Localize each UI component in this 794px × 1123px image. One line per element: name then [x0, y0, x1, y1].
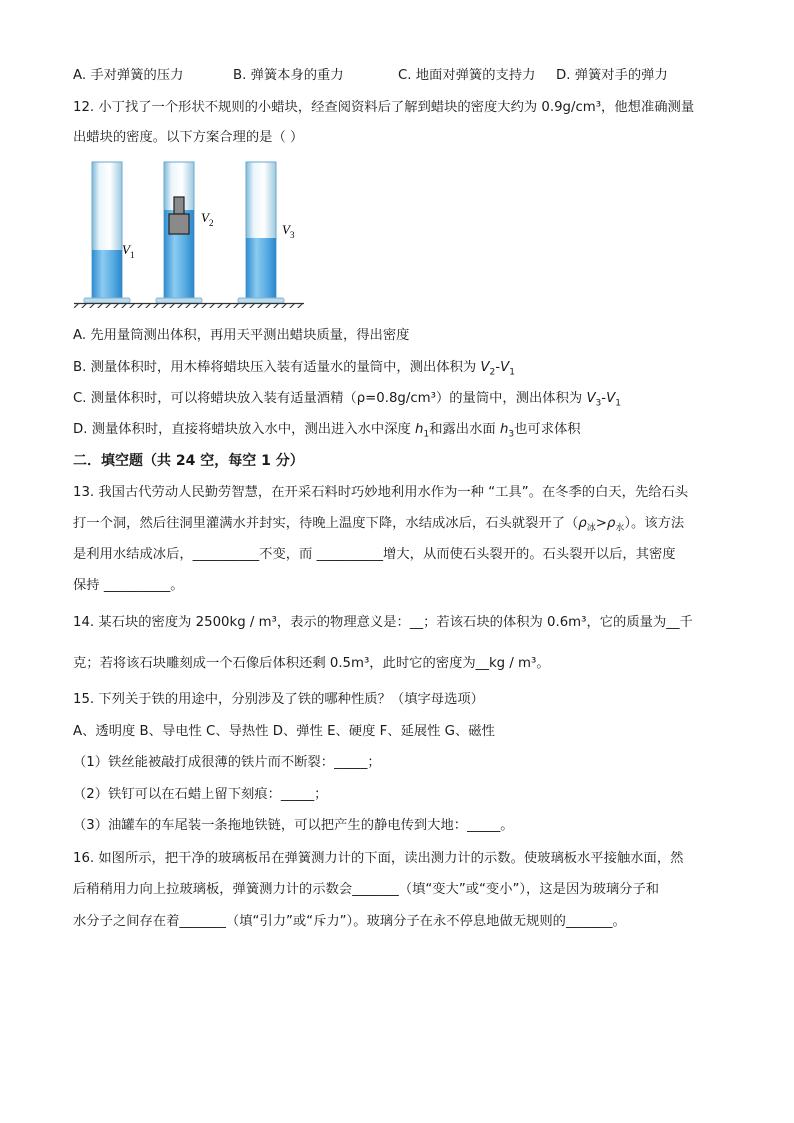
q16-line1: 16. 如图所示，把干净的玻璃板吊在弹簧测力计的下面，读出测力计的示数。使玻璃板水平接触水面，然 [73, 851, 684, 866]
q12-stem-line2: 出蜡块的密度。以下方案合理的是（ ） [73, 130, 304, 145]
q12-option-c-text: C. 测量体积时，可以将蜡块放入装有适量酒精（ [73, 391, 357, 406]
q11-option-c: C. 地面对弹簧的支持力 [398, 68, 536, 83]
label-v3: $V_3$ [282, 222, 295, 240]
wax-block-icon [169, 214, 189, 234]
q12-option-d: D. 测量体积时，直接将蜡块放入水中，测出进入水中深度 $h_1$和露出水面 $h_3$也可求体积 [73, 422, 581, 440]
q12-option-a: A. 先用量筒测出体积，再用天平测出蜡块质量，得出密度 [73, 328, 410, 343]
q13-line2: 打一个洞，然后往洞里灌满水并封实，待晚上温度下降，水结成冰后，石头就裂开了$(\rho_冰>\rho_水)$。该方法 [73, 516, 685, 534]
q12-option-b: B. 测量体积时，用木棒将蜡块压入装有适量水的量筒中，测出体积为 $V_2-V_1$ [73, 360, 515, 378]
q16-line3: 水分子之间存在着_______（填“引力”或“斥力”）。玻璃分子在永不停息地做无规则的_______。 [73, 914, 626, 929]
q12-option-c: C. 测量体积时，可以将蜡块放入装有适量酒精（ρ=0.8g/cm³）的量筒中，测出体积为 $V_3-V_1$ [73, 391, 621, 409]
stick-icon [174, 197, 184, 214]
q15-choices: A、透明度 B、导电性 C、导热性 D、弹性 E、硬度 F、延展性 G、磁性 [73, 724, 495, 739]
q13-line1: 13. 我国古代劳动人民勤劳智慧，在开采石料时巧妙地利用水作为一种 “工具”。在冬季的白天，先给石头 [73, 485, 689, 500]
cylinder-3 [238, 162, 284, 303]
q11-option-d: D. 弹簧对手的弹力 [556, 68, 668, 83]
q14-line1: 14. 某石块的密度为 2500kg / m³，表示的物理意义是：__；若该石块的体积为 0.6m³，它的质量为__千 [73, 615, 693, 630]
q15-sub2: （2）铁钉可以在石蜡上留下刻痕：_____； [73, 787, 328, 802]
q11-option-a: A. 手对弹簧的压力 [73, 68, 184, 83]
q15-sub3: （3）油罐车的车尾装一条拖地铁链，可以把产生的静电传到大地：_____。 [73, 818, 514, 833]
cylinder-2 [156, 162, 202, 303]
q13-line3: 是利用水结成冰后，__________不变，而 __________增大，从而使石头裂开的。石头裂开以后，其密度 [73, 547, 676, 562]
table-hatch [74, 304, 304, 308]
q13-line4: 保持 __________。 [73, 578, 184, 593]
q12-stem-line1: 12. 小丁找了一个形状不规则的小蜡块，经查阅资料后了解到蜡块的密度大约为 0.9g/cm³，他想准确测量 [73, 100, 695, 115]
q14-line2: 克；若将该石块雕刻成一个石像后体积还剩 0.5m³，此时它的密度为__kg / m³。 [73, 656, 550, 671]
q12-option-b-text: B. 测量体积时，用木棒将蜡块压入装有适量水的量筒中，测出体积为 [73, 360, 481, 375]
label-v1: $V_1$ [122, 242, 135, 260]
q15-sub1: （1）铁丝能被敲打成很薄的铁片而不断裂：_____； [73, 755, 381, 770]
q12-cylinder-figure [72, 158, 392, 308]
cylinders-diagram [72, 158, 392, 308]
section-fill-in-title: 二．填空题（共 24 空，每空 1 分） [73, 453, 304, 469]
label-v2: $V_2$ [201, 210, 214, 228]
q11-option-b: B. 弹簧本身的重力 [233, 68, 344, 83]
q12-option-d-text: D. 测量体积时，直接将蜡块放入水中，测出进入水中深度 [73, 422, 416, 437]
q11-options [73, 66, 723, 86]
q15-stem: 15. 下列关于铁的用途中，分别涉及了铁的哪种性质？（填字母选项） [73, 692, 484, 707]
cylinder-1 [84, 162, 130, 303]
q16-line2: 后稍稍用力向上拉玻璃板，弹簧测力计的示数会_______（填“变大”或“变小”），这是因为玻璃分子和 [73, 882, 660, 897]
